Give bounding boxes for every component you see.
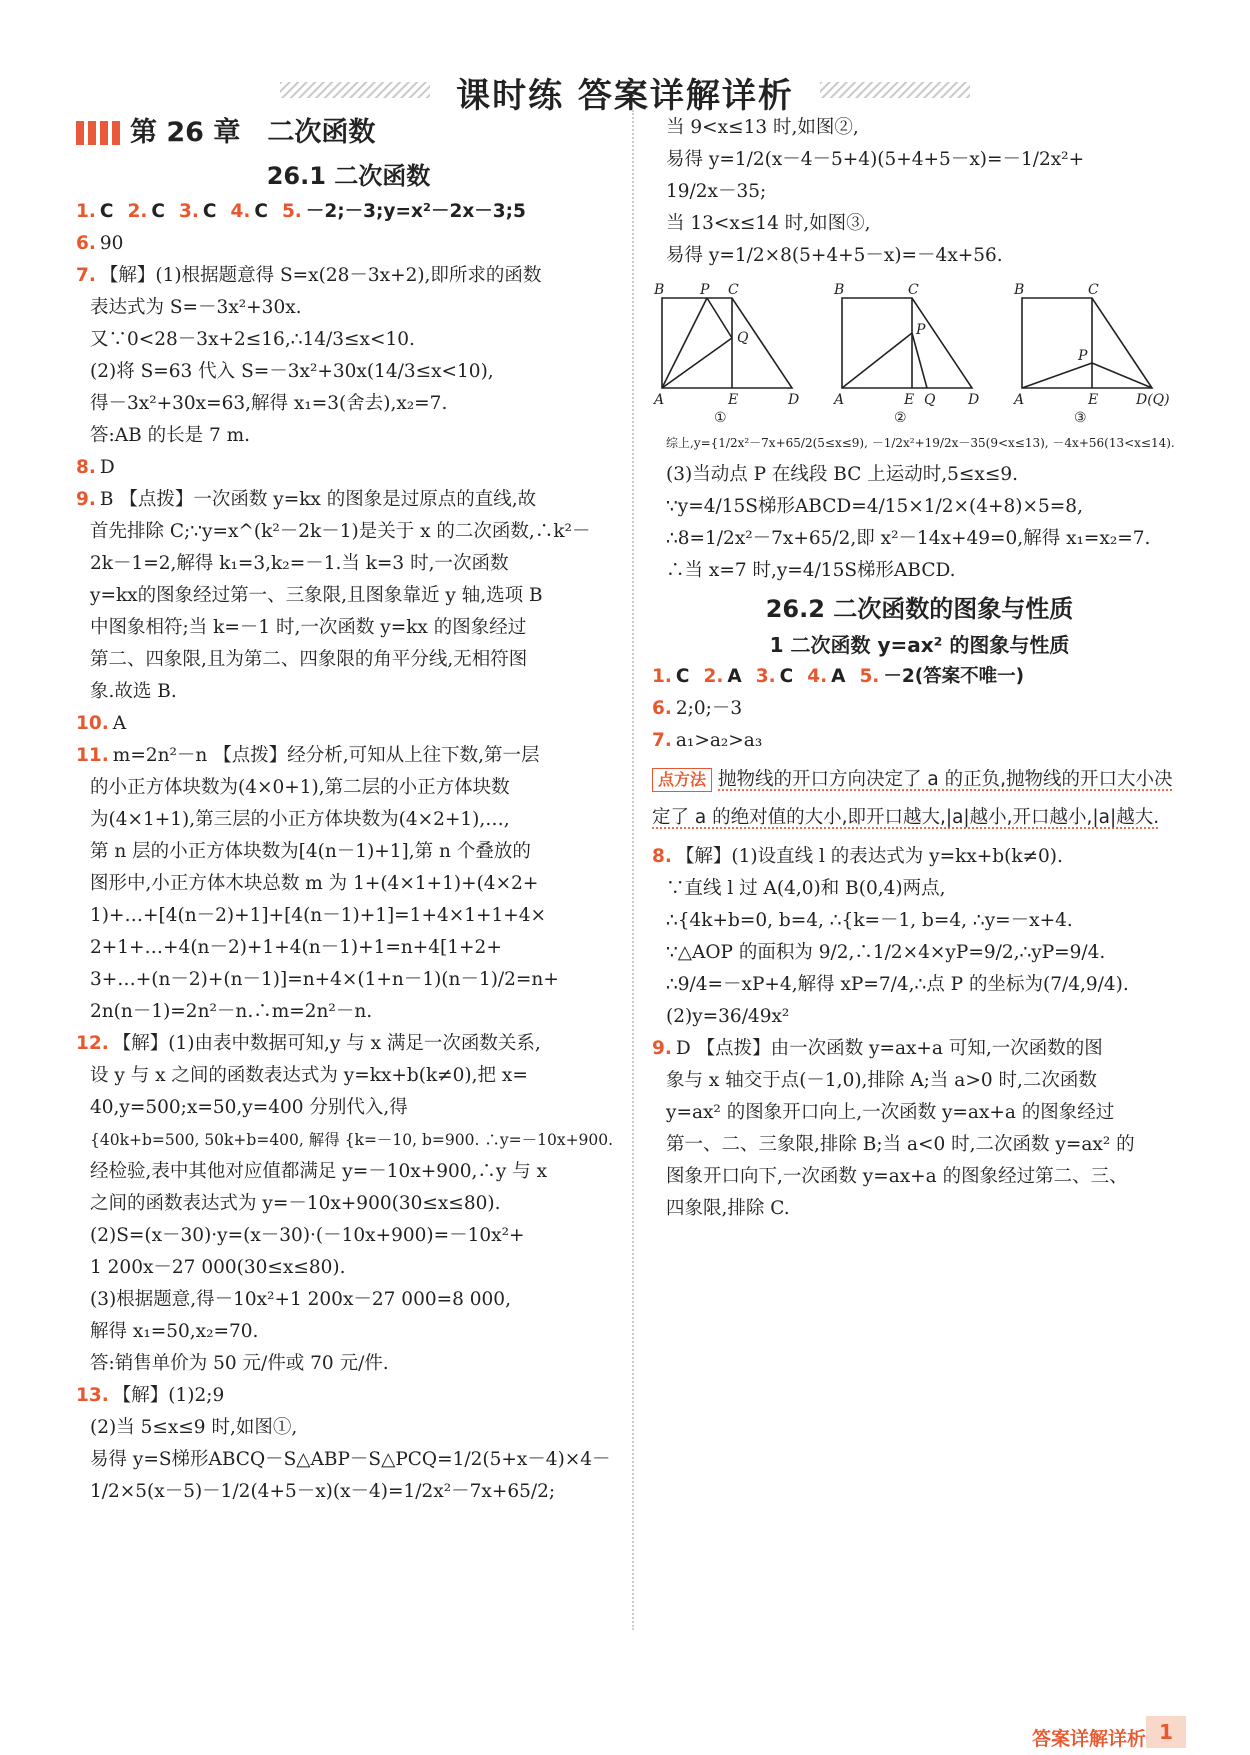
answer-text: 2k－1=2,解得 k₁=3,k₂=－1.当 k=3 时,一次函数 xyxy=(90,553,509,574)
answer-line xyxy=(652,1129,1187,1161)
question-number: 1. xyxy=(76,201,96,222)
fig1-label-E: E xyxy=(728,392,739,408)
question-number: 2. xyxy=(127,201,148,222)
answer-text: A xyxy=(112,713,127,734)
answer-line xyxy=(76,580,621,612)
right-answers-1 xyxy=(652,112,1187,272)
answer-line xyxy=(652,1193,1187,1225)
question-number: 4. xyxy=(807,666,828,687)
answer-text: 2+1+…+4(n－2)+1+4(n－1)+1=n+4[1+2+ xyxy=(90,937,502,958)
question-number: 13. xyxy=(76,1385,109,1406)
answer-text: 解得 x₁=50,x₂=70. xyxy=(90,1321,259,1342)
answer-text: 90 xyxy=(99,233,124,254)
right-answers-3 xyxy=(652,693,1187,757)
answer-text: 【解】(1)2;9 xyxy=(112,1385,225,1406)
mc-answer: －2(答案不唯一) xyxy=(883,666,1025,687)
answer-line xyxy=(76,452,621,484)
answer-line xyxy=(652,969,1187,1001)
answer-text: 【解】(1)由表中数据可知,y 与 x 满足一次函数关系, xyxy=(112,1033,541,1054)
answer-line xyxy=(76,644,621,676)
answer-text: 第二、四象限,且为第二、四象限的角平分线,无相符图 xyxy=(90,649,528,670)
answer-line xyxy=(76,900,621,932)
answer-line: 易得 y=1/2(x－4－5+4)(5+4+5－x)=－1/2x²+ xyxy=(666,149,1085,170)
answer-text: 答:AB 的长是 7 m. xyxy=(90,425,251,446)
answer-text: (2)S=(x－30)·y=(x－30)·(－10x+900)=－10x²+ xyxy=(90,1225,525,1246)
answer-line xyxy=(652,725,1187,757)
fig1-label-B: B xyxy=(654,282,665,298)
fig1-label-C: C xyxy=(728,282,739,298)
answer-line xyxy=(76,1060,621,1092)
answer-text: a₁>a₂>a₃ xyxy=(675,730,763,751)
question-number: 1. xyxy=(652,666,672,687)
answer-line xyxy=(76,324,621,356)
mc-answer: C xyxy=(151,201,165,222)
answer-text: (2)将 S=63 代入 S=－3x²+30x(14/3≤x<10), xyxy=(90,361,494,382)
question-number: 3. xyxy=(755,666,776,687)
answer-line xyxy=(76,1124,621,1156)
figure-2 xyxy=(832,278,982,423)
answer-line xyxy=(652,693,1187,725)
answer-line: 当 9<x≤13 时,如图②, xyxy=(666,117,859,138)
answer-line xyxy=(76,772,621,804)
answer-text: 1 200x－27 000(30≤x≤80). xyxy=(90,1257,346,1278)
answer-text: 3+…+(n－2)+(n－1)]=n+4×(1+n－1)(n－1)/2=n+ xyxy=(90,969,559,990)
answer-text: 得－3x²+30x=63,解得 x₁=3(舍去),x₂=7. xyxy=(90,393,448,414)
fig1-label-Q: Q xyxy=(737,330,749,346)
answer-line xyxy=(76,964,621,996)
question-number: 7. xyxy=(76,265,96,286)
answer-text: 图形中,小正方体木块总数 m 为 1+(4×1+1)+(4×2+ xyxy=(90,873,539,894)
answer-line xyxy=(76,260,621,292)
mc-answer: C xyxy=(779,666,794,687)
answer-line xyxy=(76,1220,621,1252)
answer-line xyxy=(652,873,1187,905)
answer-text: 易得 y=S梯形ABCQ－S△ABP－S△PCQ=1/2(5+x－4)×4－ xyxy=(90,1449,611,1470)
answer-line xyxy=(76,932,621,964)
fig1-caption: ① xyxy=(714,410,727,423)
answer-line xyxy=(76,1252,621,1284)
answer-text: 图象开口向下,一次函数 y=ax+a 的图象经过第二、三、 xyxy=(666,1166,1128,1187)
answer-text: D xyxy=(99,457,115,478)
answer-line xyxy=(76,420,621,452)
right-answers-4 xyxy=(652,841,1187,1225)
answer-line xyxy=(652,1033,1187,1065)
subsection-title: 1 二次函数 y=ax² 的图象与性质 xyxy=(769,633,1070,657)
fig3-label-B: B xyxy=(1014,282,1025,298)
question-number: 6. xyxy=(76,233,96,254)
section-title: 26.1 二次函数 xyxy=(266,162,431,190)
question-number: 10. xyxy=(76,713,109,734)
answer-text: ∵直线 l 过 A(4,0)和 B(0,4)两点, xyxy=(666,878,946,899)
answer-line: ∴当 x=7 时,y=4/15S梯形ABCD. xyxy=(666,560,956,581)
answer-line xyxy=(652,1001,1187,1033)
figures xyxy=(652,278,1187,423)
answer-line xyxy=(76,1380,621,1412)
fig2-label-P: P xyxy=(916,322,926,338)
answer-text: ∴{4k+b=0, b=4, ∴{k=－1, b=4, ∴y=－x+4. xyxy=(666,910,1073,931)
answer-text: 第一、二、三象限,排除 B;当 a<0 时,二次函数 y=ax² 的 xyxy=(666,1134,1135,1155)
fig3-label-P: P xyxy=(1078,348,1088,364)
answer-text: 为(4×1+1),第三层的小正方体块数为(4×2+1),…, xyxy=(90,809,510,830)
question-number: 12. xyxy=(76,1033,109,1054)
answer-text: 又∵0<28－3x+2≤16,∴14/3≤x<10. xyxy=(90,329,415,350)
right-answers-2 xyxy=(652,427,1187,587)
answer-text: 2n(n－1)=2n²－n.∴m=2n²－n. xyxy=(90,1001,373,1022)
method-tag: 点方法 xyxy=(652,768,712,792)
answer-line xyxy=(76,516,621,548)
fig2-label-C: C xyxy=(908,282,919,298)
answer-line xyxy=(76,740,621,772)
mc-answer: A xyxy=(727,666,742,687)
answer-line xyxy=(76,1284,621,1316)
answer-text: 象与 x 轴交于点(－1,0),排除 A;当 a>0 时,二次函数 xyxy=(666,1070,1097,1091)
answer-line xyxy=(76,868,621,900)
answer-line: ∵y=4/15S梯形ABCD=4/15×1/2×(4+8)×5=8, xyxy=(666,496,1083,517)
figure-3 xyxy=(1012,278,1172,423)
answer-line xyxy=(76,676,621,708)
answer-line xyxy=(652,937,1187,969)
answer-text: 表达式为 S=－3x²+30x. xyxy=(90,297,302,318)
answer-text: (2)当 5≤x≤9 时,如图①, xyxy=(90,1417,298,1438)
answer-line xyxy=(76,612,621,644)
answer-line xyxy=(652,905,1187,937)
fig2-label-Q: Q xyxy=(924,392,936,408)
right-column xyxy=(652,112,1187,1225)
answer-line xyxy=(76,228,621,260)
fig2-caption: ② xyxy=(894,410,907,423)
answer-text: 四象限,排除 C. xyxy=(666,1198,790,1219)
answer-text: 经检验,表中其他对应值都满足 y=－10x+900,∴y 与 x xyxy=(90,1161,548,1182)
fig2-label-D: D xyxy=(968,392,980,408)
mc-answer-row xyxy=(76,196,621,228)
answer-line xyxy=(76,1156,621,1188)
answer-text: 【解】(1)根据题意得 S=x(28－3x+2),即所求的函数 xyxy=(99,265,542,286)
answer-line xyxy=(76,804,621,836)
question-number: 9. xyxy=(76,489,96,510)
fig2-label-A: A xyxy=(834,392,845,408)
answer-line xyxy=(76,388,621,420)
answer-text: 设 y 与 x 之间的函数表达式为 y=kx+b(k≠0),把 x= xyxy=(90,1065,528,1086)
section-26-2-title: 26.2 二次函数的图象与性质 xyxy=(765,595,1074,623)
method-note xyxy=(652,761,1187,837)
figure-1 xyxy=(652,278,802,423)
answer-text: D 【点拨】由一次函数 y=ax+a 可知,一次函数的图 xyxy=(675,1038,1103,1059)
question-number: 3. xyxy=(178,201,199,222)
answer-line xyxy=(76,708,621,740)
answer-line: 当 13<x≤14 时,如图③, xyxy=(666,213,871,234)
mc-answer: C xyxy=(202,201,217,222)
mc-answer-row-right xyxy=(652,661,1187,693)
fig3-caption: ③ xyxy=(1074,410,1087,423)
question-number: 5. xyxy=(859,666,880,687)
answer-line xyxy=(76,1316,621,1348)
column-divider xyxy=(632,110,634,1630)
answer-text: 中图象相符;当 k=－1 时,一次函数 y=kx 的图象经过 xyxy=(90,617,527,638)
answer-line xyxy=(76,1476,621,1508)
answer-line xyxy=(76,1092,621,1124)
answer-line xyxy=(76,1348,621,1380)
fig3-label-A: A xyxy=(1014,392,1025,408)
fig3-label-DQ: D(Q) xyxy=(1136,392,1170,408)
question-number: 4. xyxy=(230,201,251,222)
answer-line xyxy=(76,548,621,580)
fig2-label-E: E xyxy=(904,392,915,408)
answer-text: ∵△AOP 的面积为 9/2,∴1/2×4×yP=9/2,∴yP=9/4. xyxy=(666,942,1106,963)
answer-text: 之间的函数表达式为 y=－10x+900(30≤x≤80). xyxy=(90,1193,501,1214)
answer-line: 19/2x－35; xyxy=(666,181,767,202)
fig1-label-P: P xyxy=(700,282,710,298)
answer-text: y=ax² 的图象开口向上,一次函数 y=ax+a 的图象经过 xyxy=(666,1102,1115,1123)
answer-text: 答:销售单价为 50 元/件或 70 元/件. xyxy=(90,1353,389,1374)
answer-text: (2)y=36/49x² xyxy=(666,1006,790,1027)
answer-text: 2;0;－3 xyxy=(675,698,743,719)
fig1-label-A: A xyxy=(654,392,665,408)
page-number: 1 xyxy=(1146,1716,1186,1748)
answer-text: 象.故选 B. xyxy=(90,681,177,702)
answer-text: 1/2×5(x－5)－1/2(4+5－x)(x－4)=1/2x²－7x+65/2; xyxy=(90,1481,556,1502)
question-number: 9. xyxy=(652,1038,672,1059)
answer-text: 1)+…+[4(n－2)+1]+[4(n－1)+1]=1+4×1+1+4× xyxy=(90,905,547,926)
chapter-bars-icon xyxy=(76,121,120,145)
question-number: 5. xyxy=(281,201,302,222)
fig3-label-E: E xyxy=(1088,392,1099,408)
answer-line: (3)当动点 P 在线段 BC 上运动时,5≤x≤9. xyxy=(666,464,1019,485)
question-number: 11. xyxy=(76,745,109,766)
answer-text: 第 n 层的小正方体块数为[4(n－1)+1],第 n 个叠放的 xyxy=(90,841,531,862)
mc-answer: C xyxy=(99,201,114,222)
answer-line xyxy=(652,1065,1187,1097)
answer-text: y=kx的图象经过第一、三象限,且图象靠近 y 轴,选项 B xyxy=(90,585,543,606)
answer-line: ∴8=1/2x²－7x+65/2,即 x²－14x+49=0,解得 x₁=x₂=7. xyxy=(666,528,1151,549)
mc-answer: －2;－3;y=x²－2x－3;5 xyxy=(305,201,526,222)
answer-text: 的小正方体块数为(4×0+1),第二层的小正方体块数 xyxy=(90,777,510,798)
answer-text: 40,y=500;x=50,y=400 分别代入,得 xyxy=(90,1097,408,1118)
answer-line xyxy=(76,1028,621,1060)
answer-line xyxy=(76,1188,621,1220)
answer-text: 【解】(1)设直线 l 的表达式为 y=kx+b(k≠0). xyxy=(675,846,1063,867)
answer-line xyxy=(76,484,621,516)
answer-line xyxy=(652,1161,1187,1193)
left-answers xyxy=(76,228,621,1508)
answer-line xyxy=(76,1444,621,1476)
mc-answer: C xyxy=(675,666,690,687)
method-text: 抛物线的开口方向决定了 a 的正负,抛物线的开口大小决定了 a 的绝对值的大小,即开口越大,|a|越小,开口越小,|a|越大. xyxy=(652,769,1173,828)
answer-line xyxy=(76,996,621,1028)
left-column xyxy=(76,112,621,1508)
answer-text: ∴9/4=－xP+4,解得 xP=7/4,∴点 P 的坐标为(7/4,9/4). xyxy=(666,974,1129,995)
question-number: 7. xyxy=(652,730,672,751)
footer-label: 答案详解详析 xyxy=(1031,1728,1146,1750)
answer-line: 易得 y=1/2×8(5+4+5－x)=－4x+56. xyxy=(666,245,1003,266)
chapter-heading xyxy=(76,112,621,154)
question-number: 8. xyxy=(652,846,672,867)
answer-line xyxy=(76,356,621,388)
answer-text: {40k+b=500, 50k+b=400, 解得 {k=－10, b=900. ∴y=－10x+900. xyxy=(90,1131,614,1149)
question-number: 2. xyxy=(703,666,724,687)
fig3-label-C: C xyxy=(1088,282,1099,298)
answer-line xyxy=(652,1097,1187,1129)
answer-line xyxy=(652,841,1187,873)
question-number: 6. xyxy=(652,698,672,719)
answer-text: B 【点拨】一次函数 y=kx 的图象是过原点的直线,故 xyxy=(99,489,537,510)
question-number: 8. xyxy=(76,457,96,478)
chapter-title: 第 26 章 二次函数 xyxy=(130,117,376,148)
answer-line: 综上,y={1/2x²－7x+65/2(5≤x≤9), －1/2x²+19/2x－35(9<x≤13), －4x+56(13<x≤14). xyxy=(666,436,1175,450)
answer-text: m=2n²－n 【点拨】经分析,可知从上往下数,第一层 xyxy=(112,745,540,766)
answer-line xyxy=(76,1412,621,1444)
page-title: 课时练 答案详解详析 xyxy=(456,76,794,116)
answer-text: 首先排除 C;∵y=x^(k²－2k－1)是关于 x 的二次函数,∴k²－ xyxy=(90,521,591,542)
fig1-label-D: D xyxy=(788,392,800,408)
mc-answer: A xyxy=(831,666,846,687)
fig2-label-B: B xyxy=(834,282,845,298)
answer-line xyxy=(76,836,621,868)
mc-answer: C xyxy=(254,201,268,222)
answer-text: (3)根据题意,得－10x²+1 200x－27 000=8 000, xyxy=(90,1289,511,1310)
answer-line xyxy=(76,292,621,324)
